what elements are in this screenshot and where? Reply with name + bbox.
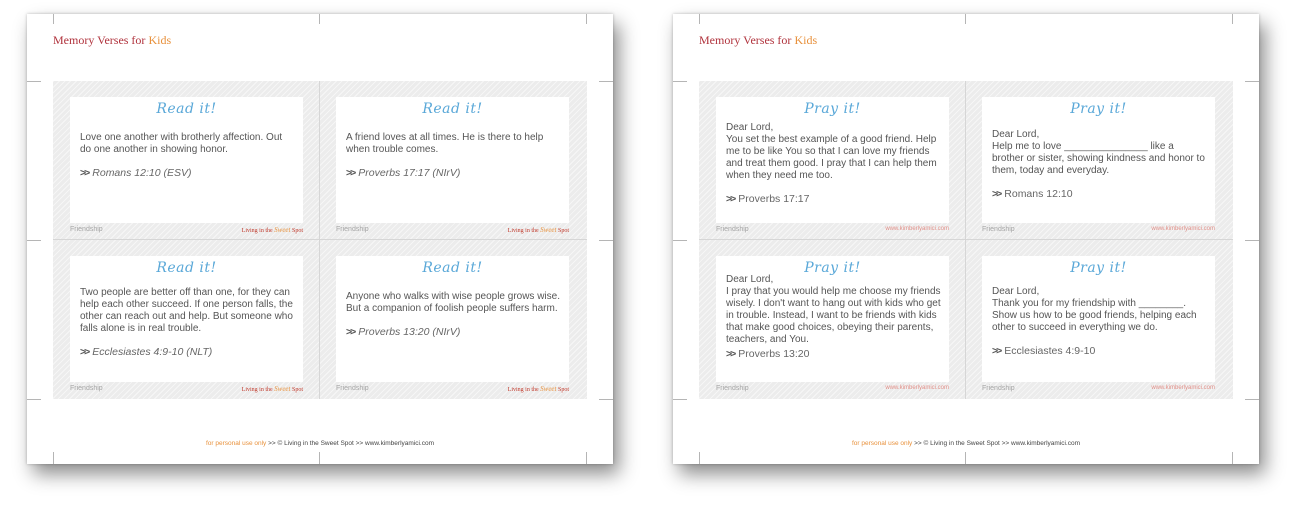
verse-reference-text: Ecclesiastes 4:9-10 — [1004, 345, 1096, 357]
double-chevron-icon: >> — [726, 348, 735, 360]
card-grid — [699, 81, 1233, 399]
crop-mark — [53, 14, 54, 24]
prayer-card — [716, 97, 949, 223]
verse-card — [70, 256, 303, 382]
crop-mark — [673, 399, 687, 400]
prayer-text: Dear Lord, Help me to love _______________ like a brother or sister, showing kindness and honor to them, today and everyday. — [992, 129, 1205, 176]
verse-card — [336, 97, 569, 223]
card-heading: Read it! — [422, 101, 483, 117]
verse-card — [70, 97, 303, 223]
verse-text: Love one another with brotherly affection. Out do one another in showing honor. — [80, 132, 283, 155]
card-category: Friendship — [716, 385, 749, 392]
card-body — [346, 132, 561, 179]
brand-logo: Living in the Sweet Spot — [241, 385, 303, 393]
crop-mark — [699, 14, 700, 24]
site-url: www.kimberlyamici.com — [885, 385, 949, 391]
site-url: www.kimberlyamici.com — [1151, 385, 1215, 391]
card-body — [992, 129, 1207, 200]
card-category: Friendship — [716, 226, 749, 233]
verse-reference-text: Romans 12:10 — [1004, 188, 1073, 200]
card-heading: Read it! — [156, 260, 217, 276]
card-category: Friendship — [70, 226, 103, 233]
prayer-card — [716, 256, 949, 382]
brand-logo: Living in the Sweet Spot — [507, 385, 569, 393]
card-heading: Pray it! — [1070, 260, 1127, 276]
crop-mark — [53, 452, 54, 464]
cut-line-vertical — [965, 81, 966, 399]
crop-mark — [1245, 399, 1259, 400]
crop-mark — [673, 240, 687, 241]
crop-mark — [27, 240, 41, 241]
brand-logo: Living in the Sweet Spot — [241, 226, 303, 234]
card-body — [346, 291, 561, 338]
card-heading: Pray it! — [804, 101, 861, 117]
verse-reference-text: Proverbs 13:20 (NIrV) — [358, 326, 461, 338]
crop-mark — [586, 14, 587, 24]
verse-reference-text: Ecclesiastes 4:9-10 (NLT) — [92, 346, 213, 358]
crop-mark — [599, 81, 613, 82]
crop-mark — [673, 81, 687, 82]
verse-reference — [346, 167, 561, 179]
crop-mark — [586, 452, 587, 464]
verse-reference — [992, 345, 1207, 357]
verse-reference-text: Proverbs 17:17 (NIrV) — [358, 167, 461, 179]
card-category: Friendship — [982, 385, 1015, 392]
crop-mark — [965, 452, 966, 464]
verse-reference — [80, 167, 295, 179]
verse-reference — [80, 346, 295, 358]
card-heading: Pray it! — [804, 260, 861, 276]
personal-use-note: for personal use only — [851, 440, 913, 447]
card-body — [726, 122, 941, 205]
crop-mark — [599, 399, 613, 400]
double-chevron-icon: >> — [80, 167, 89, 179]
prayer-text: Dear Lord, You set the best example of a good friend. Help me to be like You so that I can love my friends and treat them good. I pray that I can help them when they need me too. — [726, 122, 937, 181]
site-url: www.kimberlyamici.com — [1151, 226, 1215, 232]
crop-mark — [1245, 240, 1259, 241]
card-heading: Read it! — [156, 101, 217, 117]
verse-text: Anyone who walks with wise people grows wise. But a companion of foolish people suffers harm. — [346, 291, 560, 314]
prayer-card — [982, 256, 1215, 382]
sheet-read-it — [27, 14, 613, 464]
cut-line-horizontal — [53, 239, 587, 240]
double-chevron-icon: >> — [346, 167, 355, 179]
card-grid — [53, 81, 587, 399]
verse-text: A friend loves at all times. He is there to help when trouble comes. — [346, 132, 544, 155]
card-heading: Pray it! — [1070, 101, 1127, 117]
crop-mark — [1232, 452, 1233, 464]
sheet-title-text: Memory Verses for — [53, 33, 149, 47]
crop-mark — [27, 81, 41, 82]
site-url: www.kimberlyamici.com — [885, 226, 949, 232]
card-heading: Read it! — [422, 260, 483, 276]
double-chevron-icon: >> — [992, 188, 1001, 200]
sheet-title-text: Memory Verses for — [699, 33, 795, 47]
crop-mark — [1245, 81, 1259, 82]
verse-reference — [726, 193, 941, 205]
personal-use-note: for personal use only — [205, 440, 267, 447]
card-category: Friendship — [336, 385, 369, 392]
verse-reference — [992, 188, 1207, 200]
crop-mark — [319, 14, 320, 24]
footer-credit: >> © Living in the Sweet Spot >> www.kimberlyamici.com — [266, 440, 435, 447]
page-footer — [27, 440, 613, 447]
sheet-title-highlight: Kids — [148, 33, 172, 47]
double-chevron-icon: >> — [992, 345, 1001, 357]
sheet-title-highlight: Kids — [794, 33, 818, 47]
card-body — [80, 132, 295, 179]
sheet-title — [699, 33, 817, 48]
card-category: Friendship — [336, 226, 369, 233]
sheet-pray-it — [673, 14, 1259, 464]
card-category: Friendship — [982, 226, 1015, 233]
verse-reference — [726, 348, 941, 360]
verse-reference-text: Romans 12:10 (ESV) — [92, 167, 192, 179]
crop-mark — [27, 399, 41, 400]
double-chevron-icon: >> — [346, 326, 355, 338]
verse-reference-text: Proverbs 13:20 — [738, 348, 810, 360]
crop-mark — [319, 452, 320, 464]
double-chevron-icon: >> — [726, 193, 735, 205]
crop-mark — [1232, 14, 1233, 24]
page-footer — [673, 440, 1259, 447]
verse-card — [336, 256, 569, 382]
cut-line-vertical — [319, 81, 320, 399]
cut-line-horizontal — [699, 239, 1233, 240]
card-body — [992, 286, 1207, 357]
crop-mark — [699, 452, 700, 464]
verse-text: Two people are better off than one, for they can help each other succeed. If one person falls, the other can reach out and help. But someone who falls alone is in real trouble. — [80, 287, 293, 334]
crop-mark — [599, 240, 613, 241]
card-body — [80, 287, 295, 358]
footer-credit: >> © Living in the Sweet Spot >> www.kimberlyamici.com — [912, 440, 1081, 447]
prayer-text: Dear Lord, I pray that you would help me choose my friends wisely. I don't want to hang out with kids who get in trouble. Instead, I want to be friends with kids that make good choices, obeying their parents, teachers, and You. — [726, 274, 941, 345]
prayer-text: Dear Lord, Thank you for my friendship with ________. Show us how to be good friends, helping each other to succeed in everything we do. — [992, 286, 1197, 333]
brand-logo: Living in the Sweet Spot — [507, 226, 569, 234]
double-chevron-icon: >> — [80, 346, 89, 358]
verse-reference — [346, 326, 561, 338]
sheet-title — [53, 33, 171, 48]
card-body — [726, 274, 941, 360]
card-category: Friendship — [70, 385, 103, 392]
prayer-card — [982, 97, 1215, 223]
verse-reference-text: Proverbs 17:17 — [738, 193, 810, 205]
crop-mark — [965, 14, 966, 24]
